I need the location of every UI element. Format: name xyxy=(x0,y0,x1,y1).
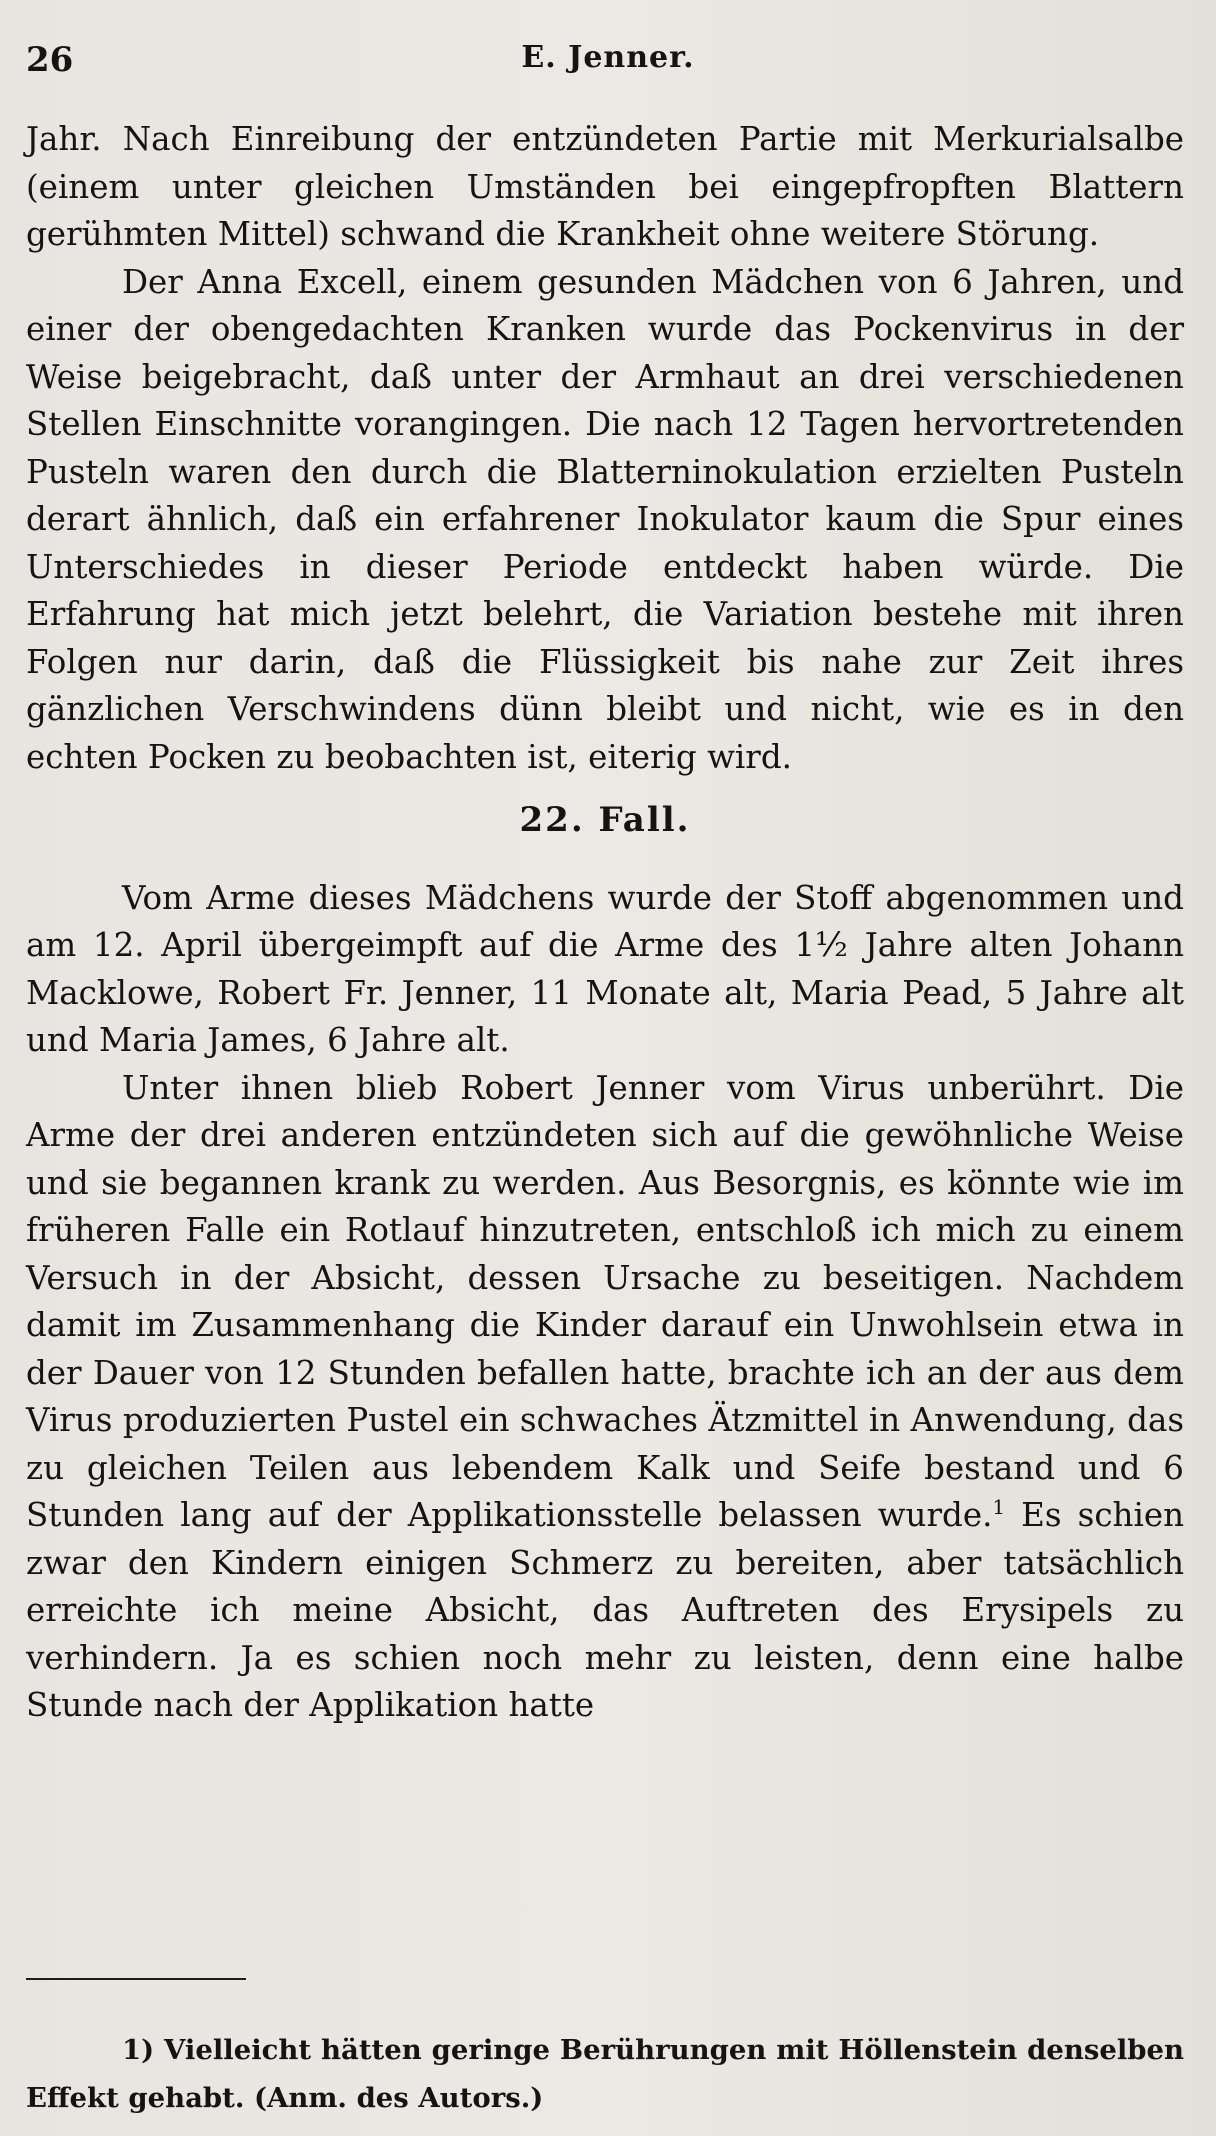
paragraph-4-text-end: Es schien zwar den Kindern einigen Schmerz zu bereiten, aber tatsächlich erreichte ich meine Absicht, das Auftreten des Erysipels zu verhindern. Ja es schien noch mehr zu leisten, denn eine halbe Stunde nach der Applikation hatte xyxy=(26,1496,1185,1724)
footnote-reference-marker: 1 xyxy=(992,1495,1006,1520)
paragraph-3-text-start: Vom Arme dieses Mädchens wurde der Stoff abgenommen und am 12. April übergeimpft auf die Arme des 1 xyxy=(26,878,1184,964)
footnote-divider xyxy=(26,1978,246,1980)
paragraph-2: Der Anna Excell, einem gesunden Mädchen von 6 Jahren, und einer der obengedachten Kranken wurde das Pockenvirus in der Weise beigebracht, daß unter der Armhaut an drei verschiedenen Stellen Einschnitte vorangingen. Die nach 12 Tagen hervortretenden Pusteln waren den durch die Blatterninokulation erzielten Pusteln derart ähnlich, daß ein erfahrener Inokulator kaum die Spur eines Unterschiedes in dieser Periode entdeckt haben würde. Die Erfahrung hat mich jetzt belehrt, die Variation bestehe mit ihren Folgen nur darin, daß die Flüssigkeit bis nahe zur Zeit ihres gänzlichen Verschwindens dünn bleibt und nicht, wie es in den echten Pocken zu beobachten ist, eiterig wird. xyxy=(26,262,1184,776)
page-header xyxy=(24,40,1192,88)
paragraph-4-text-start: Unter ihnen blieb Robert Jenner vom Virus unberührt. Die Arme der drei anderen entzündeten sich auf die gewöhnliche Weise und sie begannen krank zu werden. Aus Besorgnis, es könnte wie im früheren Falle ein Rotlauf hinzutreten, entschloß ich mich zu einem Versuch in der Absicht, dessen Ursache zu beseitigen. Nachdem damit im Zusammenhang die Kinder darauf ein Unwohlsein etwa in der Dauer von 12 Stunden befallen hatte, brachte ich an der aus dem Virus produzierten Pustel ein schwaches Ätzmittel in Anwendung, das zu gleichen Teilen aus lebendem Kalk und Seife bestand und 6 Stunden lang auf der Applikationsstelle belassen wurde. xyxy=(26,1068,1184,1534)
section-heading: 22. Fall. xyxy=(519,800,691,840)
page-number: 26 xyxy=(26,40,74,80)
paragraph-4 xyxy=(26,1065,1184,1730)
body-text xyxy=(26,116,1184,1730)
running-title: E. Jenner. xyxy=(521,40,695,75)
paragraph-3 xyxy=(26,875,1184,1065)
fraction-half: ½ xyxy=(815,925,848,965)
footnote xyxy=(26,2026,1184,2122)
paragraph-3-text-end: Jahre alten Johann Macklowe, Robert Fr. Jenner, 11 Monate alt, Maria Pead, 5 Jahre alt und Maria James, 6 Jahre alt. xyxy=(26,926,1184,1059)
footnote-text: 1) Vielleicht hätten geringe Berührungen mit Höllenstein denselben Effekt gehabt. (Anm. des Autors.) xyxy=(26,2034,1184,2114)
paragraph-1: Jahr. Nach Einreibung der entzündeten Partie mit Merkurialsalbe (einem unter gleichen Umständen bei eingepfropften Blattern gerühmten Mittel) schwand die Krankheit ohne weitere Störung. xyxy=(26,120,1184,253)
